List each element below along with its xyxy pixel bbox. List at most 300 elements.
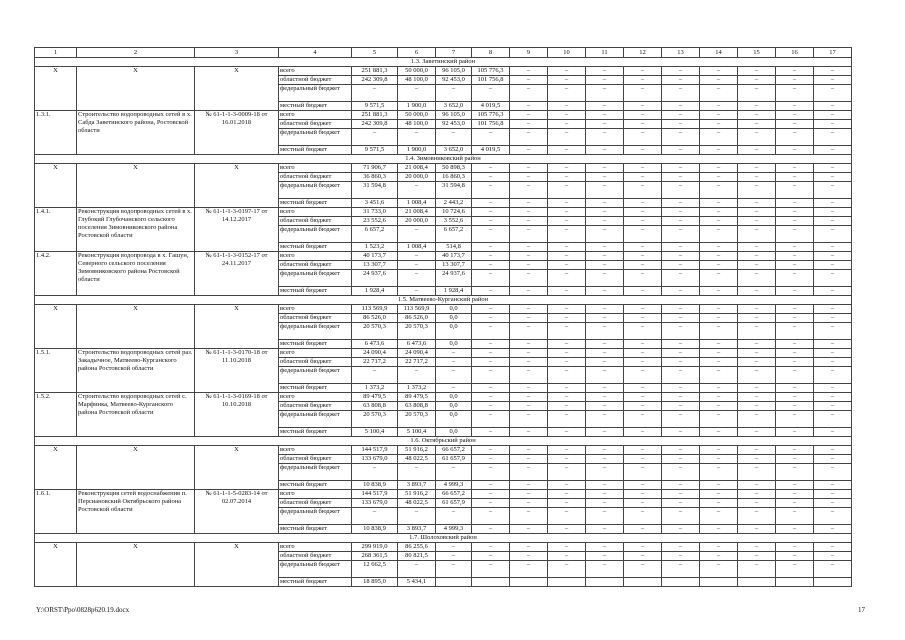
amount-cell: 66 657,2 — [436, 490, 472, 499]
budget-source: местный бюджет — [279, 340, 352, 349]
amount-cell: – — [548, 446, 586, 455]
amount-cell: – — [776, 76, 814, 85]
amount-cell: 268 361,5 — [352, 552, 398, 561]
budget-source: областной бюджет — [279, 358, 352, 367]
amount-cell: – — [586, 411, 624, 428]
amount-cell: – — [624, 199, 662, 208]
amount-cell: 5 100,4 — [352, 428, 398, 437]
amount-cell: 20 570,3 — [398, 323, 436, 340]
amount-cell: – — [814, 411, 852, 428]
amount-cell: – — [776, 146, 814, 155]
budget-source: федеральный бюджет — [279, 226, 352, 243]
amount-cell: – — [814, 208, 852, 217]
amount-cell: – — [814, 349, 852, 358]
budget-source: всего — [279, 67, 352, 76]
amount-cell: 1 008,4 — [398, 199, 436, 208]
amount-cell: – — [586, 85, 624, 102]
budget-source: местный бюджет — [279, 481, 352, 490]
amount-cell: – — [738, 76, 776, 85]
amount-cell: 96 105,0 — [436, 111, 472, 120]
amount-cell: 86 526,0 — [398, 314, 436, 323]
amount-cell: 105 776,3 — [472, 111, 510, 120]
table-row — [35, 446, 852, 455]
amount-cell: – — [436, 358, 472, 367]
amount-cell: – — [814, 243, 852, 252]
amount-cell: 0,0 — [436, 340, 472, 349]
amount-cell: – — [662, 428, 700, 437]
object-name: X — [77, 67, 195, 111]
amount-cell: – — [776, 543, 814, 552]
item-number: 1.5.1. — [35, 349, 77, 393]
amount-cell: 0,0 — [436, 393, 472, 402]
amount-cell: – — [776, 402, 814, 411]
amount-cell: – — [700, 358, 738, 367]
amount-cell: – — [548, 85, 586, 102]
amount-cell: – — [586, 173, 624, 182]
amount-cell: – — [738, 261, 776, 270]
amount-cell: – — [662, 208, 700, 217]
amount-cell: 92 453,0 — [436, 120, 472, 129]
amount-cell: – — [776, 552, 814, 561]
document-reference: X — [195, 543, 279, 587]
budget-source: местный бюджет — [279, 287, 352, 296]
amount-cell: – — [700, 508, 738, 525]
amount-cell: – — [814, 561, 852, 578]
amount-cell: – — [814, 402, 852, 411]
amount-cell: – — [586, 102, 624, 111]
amount-cell: – — [700, 173, 738, 182]
amount-cell — [662, 578, 700, 587]
amount-cell: – — [738, 561, 776, 578]
amount-cell: – — [436, 129, 472, 146]
amount-cell: – — [510, 323, 548, 340]
amount-cell: – — [700, 287, 738, 296]
amount-cell: – — [738, 543, 776, 552]
amount-cell: – — [624, 226, 662, 243]
amount-cell: – — [738, 173, 776, 182]
amount-cell: – — [814, 490, 852, 499]
amount-cell: – — [624, 164, 662, 173]
amount-cell: – — [510, 129, 548, 146]
amount-cell: 10 838,9 — [352, 525, 398, 534]
amount-cell: – — [662, 217, 700, 226]
column-number: 2 — [77, 48, 195, 58]
amount-cell: – — [700, 490, 738, 499]
column-number: 17 — [814, 48, 852, 58]
amount-cell: – — [548, 499, 586, 508]
amount-cell: – — [472, 481, 510, 490]
amount-cell: – — [624, 67, 662, 76]
item-number: X — [35, 305, 77, 349]
amount-cell: 1 928,4 — [436, 287, 472, 296]
amount-cell: – — [586, 446, 624, 455]
column-number: 16 — [776, 48, 814, 58]
amount-cell: – — [436, 464, 472, 481]
amount-cell: 20 570,3 — [352, 411, 398, 428]
item-number: 1.4.2. — [35, 252, 77, 296]
amount-cell: – — [700, 367, 738, 384]
amount-cell: – — [700, 349, 738, 358]
amount-cell: – — [548, 525, 586, 534]
amount-cell: – — [472, 464, 510, 481]
amount-cell: – — [700, 208, 738, 217]
amount-cell: – — [776, 252, 814, 261]
amount-cell: – — [548, 490, 586, 499]
amount-cell: – — [510, 349, 548, 358]
amount-cell: – — [548, 561, 586, 578]
budget-source: местный бюджет — [279, 102, 352, 111]
amount-cell — [510, 578, 548, 587]
amount-cell: – — [510, 305, 548, 314]
budget-source: областной бюджет — [279, 217, 352, 226]
budget-source: областной бюджет — [279, 499, 352, 508]
amount-cell: – — [700, 384, 738, 393]
amount-cell: 0,0 — [436, 323, 472, 340]
amount-cell: 36 860,3 — [352, 173, 398, 182]
amount-cell: – — [662, 508, 700, 525]
amount-cell: – — [776, 481, 814, 490]
budget-source: местный бюджет — [279, 525, 352, 534]
amount-cell: – — [776, 120, 814, 129]
amount-cell: 48 100,0 — [398, 120, 436, 129]
amount-cell: – — [472, 270, 510, 287]
section-title-row — [35, 58, 852, 67]
amount-cell: – — [586, 305, 624, 314]
amount-cell: – — [814, 270, 852, 287]
table-row — [35, 393, 852, 402]
amount-cell: – — [586, 120, 624, 129]
amount-cell: – — [814, 428, 852, 437]
amount-cell: – — [624, 481, 662, 490]
amount-cell: – — [510, 446, 548, 455]
column-number: 12 — [624, 48, 662, 58]
amount-cell: – — [814, 85, 852, 102]
amount-cell: – — [738, 508, 776, 525]
amount-cell: – — [738, 226, 776, 243]
amount-cell: – — [586, 349, 624, 358]
table-row — [35, 305, 852, 314]
amount-cell: – — [624, 428, 662, 437]
amount-cell: – — [776, 305, 814, 314]
amount-cell: – — [624, 402, 662, 411]
item-number: X — [35, 67, 77, 111]
amount-cell: – — [776, 173, 814, 182]
table-row — [35, 208, 852, 217]
amount-cell: – — [814, 164, 852, 173]
amount-cell: – — [624, 102, 662, 111]
amount-cell: – — [624, 411, 662, 428]
object-name: Строительство водопроводных сетей в х. Сабда Заветинского района, Ростовской области — [77, 111, 195, 155]
amount-cell: – — [738, 120, 776, 129]
column-number: 10 — [548, 48, 586, 58]
amount-cell: – — [548, 243, 586, 252]
amount-cell: – — [624, 85, 662, 102]
item-number: X — [35, 446, 77, 490]
amount-cell: 4 999,3 — [436, 525, 472, 534]
amount-cell: 105 776,3 — [472, 67, 510, 76]
amount-cell: – — [662, 182, 700, 199]
amount-cell: – — [700, 481, 738, 490]
amount-cell: – — [548, 508, 586, 525]
amount-cell: – — [776, 287, 814, 296]
amount-cell: – — [814, 525, 852, 534]
amount-cell: – — [436, 367, 472, 384]
item-number: 1.5.2. — [35, 393, 77, 437]
amount-cell: – — [472, 226, 510, 243]
amount-cell: – — [776, 508, 814, 525]
amount-cell: 51 916,2 — [398, 490, 436, 499]
amount-cell: – — [586, 111, 624, 120]
amount-cell: – — [738, 384, 776, 393]
amount-cell: – — [548, 252, 586, 261]
amount-cell: – — [398, 287, 436, 296]
amount-cell: – — [776, 111, 814, 120]
budget-source: местный бюджет — [279, 384, 352, 393]
amount-cell: – — [738, 525, 776, 534]
amount-cell: 61 657,9 — [436, 455, 472, 464]
budget-source: местный бюджет — [279, 428, 352, 437]
amount-cell: – — [472, 182, 510, 199]
amount-cell: – — [472, 508, 510, 525]
amount-cell: – — [398, 464, 436, 481]
amount-cell: – — [548, 76, 586, 85]
amount-cell: 3 652,0 — [436, 102, 472, 111]
amount-cell: – — [548, 384, 586, 393]
amount-cell: 514,8 — [436, 243, 472, 252]
amount-cell: 0,0 — [436, 411, 472, 428]
amount-cell: – — [776, 455, 814, 464]
amount-cell: 133 679,0 — [352, 455, 398, 464]
amount-cell: – — [662, 120, 700, 129]
amount-cell: – — [436, 384, 472, 393]
amount-cell: – — [776, 490, 814, 499]
amount-cell: – — [510, 428, 548, 437]
amount-cell: – — [586, 243, 624, 252]
amount-cell: – — [624, 314, 662, 323]
amount-cell: – — [624, 261, 662, 270]
amount-cell: – — [814, 393, 852, 402]
amount-cell: – — [662, 455, 700, 464]
amount-cell: – — [776, 217, 814, 226]
amount-cell: – — [472, 349, 510, 358]
budget-source: федеральный бюджет — [279, 508, 352, 525]
amount-cell: 23 552,6 — [352, 217, 398, 226]
amount-cell: – — [472, 367, 510, 384]
amount-cell: – — [700, 217, 738, 226]
amount-cell: – — [586, 428, 624, 437]
table-row — [35, 252, 852, 261]
amount-cell: – — [472, 455, 510, 464]
amount-cell: – — [586, 481, 624, 490]
budget-source: областной бюджет — [279, 261, 352, 270]
amount-cell: – — [700, 120, 738, 129]
document-reference: X — [195, 164, 279, 208]
amount-cell: 6 657,2 — [436, 226, 472, 243]
amount-cell: – — [700, 464, 738, 481]
amount-cell: – — [700, 411, 738, 428]
amount-cell: 299 919,0 — [352, 543, 398, 552]
budget-source: всего — [279, 543, 352, 552]
amount-cell: 51 916,2 — [398, 446, 436, 455]
section-title: 1.5. Матвеево-Курганский район — [35, 296, 852, 305]
amount-cell: – — [586, 129, 624, 146]
amount-cell: – — [436, 552, 472, 561]
amount-cell: – — [700, 111, 738, 120]
amount-cell: 71 906,7 — [352, 164, 398, 173]
object-name: X — [77, 446, 195, 490]
amount-cell: – — [814, 323, 852, 340]
amount-cell: 92 453,0 — [436, 76, 472, 85]
amount-cell: 50 000,0 — [398, 67, 436, 76]
column-number: 14 — [700, 48, 738, 58]
amount-cell: – — [472, 402, 510, 411]
amount-cell: – — [662, 543, 700, 552]
amount-cell: 1 928,4 — [352, 287, 398, 296]
amount-cell: 18 895,0 — [352, 578, 398, 587]
amount-cell: – — [662, 561, 700, 578]
amount-cell: 4 999,3 — [436, 481, 472, 490]
table-row — [35, 543, 852, 552]
amount-cell: – — [472, 543, 510, 552]
amount-cell: – — [352, 85, 398, 102]
amount-cell: – — [776, 464, 814, 481]
budget-source: федеральный бюджет — [279, 85, 352, 102]
amount-cell: – — [814, 340, 852, 349]
amount-cell: – — [814, 305, 852, 314]
amount-cell: – — [398, 261, 436, 270]
amount-cell: 31 594,8 — [436, 182, 472, 199]
amount-cell: – — [472, 243, 510, 252]
amount-cell: – — [472, 287, 510, 296]
amount-cell: 16 860,3 — [436, 173, 472, 182]
amount-cell: – — [586, 226, 624, 243]
amount-cell: – — [436, 85, 472, 102]
amount-cell: – — [472, 173, 510, 182]
amount-cell: – — [624, 543, 662, 552]
amount-cell — [776, 578, 814, 587]
amount-cell: – — [624, 358, 662, 367]
object-name: X — [77, 164, 195, 208]
amount-cell: 24 090,4 — [352, 349, 398, 358]
table-row — [35, 490, 852, 499]
amount-cell: 242 309,8 — [352, 76, 398, 85]
amount-cell: 63 808,8 — [398, 402, 436, 411]
table-row — [35, 164, 852, 173]
column-number-row — [35, 48, 852, 58]
amount-cell: – — [472, 525, 510, 534]
amount-cell: – — [510, 464, 548, 481]
amount-cell: – — [472, 340, 510, 349]
amount-cell: – — [738, 85, 776, 102]
amount-cell: – — [738, 146, 776, 155]
amount-cell: – — [586, 164, 624, 173]
amount-cell: – — [398, 561, 436, 578]
document-reference: № 61-1-1-3-0170-18 от 11.10.2018 — [195, 349, 279, 393]
amount-cell: – — [776, 349, 814, 358]
item-number: 1.6.1. — [35, 490, 77, 534]
amount-cell: – — [738, 102, 776, 111]
amount-cell: – — [624, 208, 662, 217]
amount-cell: – — [586, 393, 624, 402]
amount-cell: – — [738, 164, 776, 173]
amount-cell: – — [662, 226, 700, 243]
budget-source: федеральный бюджет — [279, 411, 352, 428]
amount-cell — [700, 578, 738, 587]
amount-cell: 251 881,3 — [352, 67, 398, 76]
amount-cell: – — [814, 261, 852, 270]
amount-cell: – — [776, 243, 814, 252]
amount-cell: – — [814, 508, 852, 525]
object-name: Реконструкция водопровода в х. Гашун, Северного сельского поселения Зимовниковского района Ростовской области — [77, 252, 195, 296]
amount-cell: – — [624, 323, 662, 340]
amount-cell: 5 100,4 — [398, 428, 436, 437]
amount-cell: 50 000,0 — [398, 111, 436, 120]
amount-cell: – — [548, 208, 586, 217]
amount-cell: – — [548, 543, 586, 552]
amount-cell: – — [738, 208, 776, 217]
amount-cell: – — [548, 146, 586, 155]
amount-cell: – — [624, 146, 662, 155]
amount-cell: – — [472, 323, 510, 340]
amount-cell: – — [472, 358, 510, 367]
amount-cell: – — [624, 561, 662, 578]
amount-cell: – — [510, 261, 548, 270]
amount-cell: – — [510, 481, 548, 490]
amount-cell: – — [472, 129, 510, 146]
amount-cell: – — [548, 358, 586, 367]
section-title: 1.6. Октябрьский район — [35, 437, 852, 446]
budget-source: федеральный бюджет — [279, 464, 352, 481]
budget-source: местный бюджет — [279, 578, 352, 587]
amount-cell: – — [776, 358, 814, 367]
amount-cell: – — [814, 146, 852, 155]
amount-cell: 40 173,7 — [436, 252, 472, 261]
amount-cell: – — [738, 358, 776, 367]
amount-cell: – — [352, 464, 398, 481]
amount-cell: – — [510, 120, 548, 129]
amount-cell: – — [662, 173, 700, 182]
amount-cell: – — [814, 199, 852, 208]
amount-cell: – — [624, 525, 662, 534]
section-title-row — [35, 155, 852, 164]
amount-cell: – — [586, 67, 624, 76]
amount-cell: – — [776, 323, 814, 340]
amount-cell: – — [700, 129, 738, 146]
amount-cell: – — [510, 102, 548, 111]
amount-cell: – — [700, 499, 738, 508]
amount-cell: – — [624, 367, 662, 384]
budget-source: областной бюджет — [279, 552, 352, 561]
amount-cell: 21 008,4 — [398, 164, 436, 173]
budget-source: федеральный бюджет — [279, 129, 352, 146]
amount-cell: – — [700, 164, 738, 173]
amount-cell: – — [472, 446, 510, 455]
amount-cell: – — [662, 464, 700, 481]
amount-cell: – — [398, 270, 436, 287]
amount-cell: – — [510, 402, 548, 411]
amount-cell — [738, 578, 776, 587]
section-title: 1.4. Зимовниковский район — [35, 155, 852, 164]
amount-cell: – — [548, 323, 586, 340]
amount-cell: 12 662,5 — [352, 561, 398, 578]
amount-cell: 80 821,5 — [398, 552, 436, 561]
budget-source: областной бюджет — [279, 76, 352, 85]
amount-cell: 0,0 — [436, 305, 472, 314]
amount-cell: – — [814, 481, 852, 490]
amount-cell: – — [814, 499, 852, 508]
amount-cell: – — [662, 287, 700, 296]
document-reference: № 61-1-1-5-0283-14 от 02.07.2014 — [195, 490, 279, 534]
